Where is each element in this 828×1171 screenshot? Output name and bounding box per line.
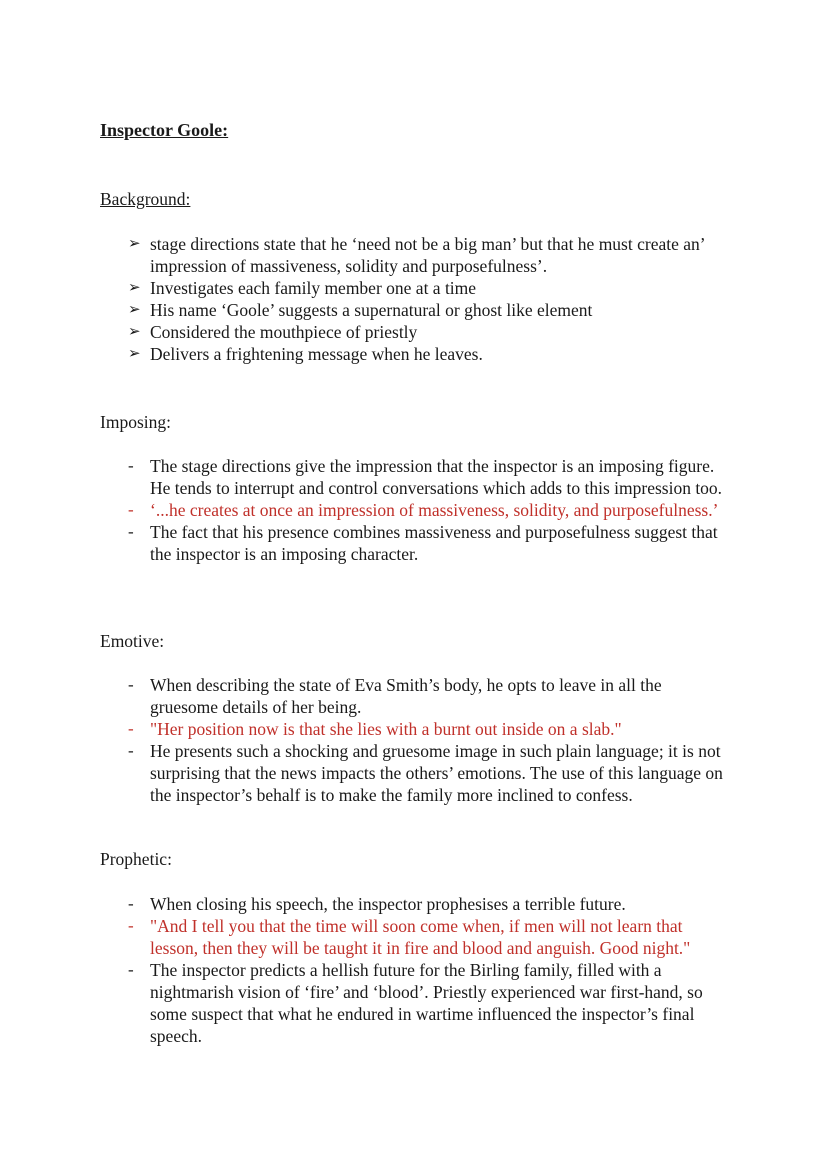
dash-bullet-icon: -	[128, 719, 134, 738]
dash-bullet-icon: -	[128, 522, 134, 541]
arrow-bullet-icon: ➢	[128, 302, 141, 318]
dash-bullet-icon: -	[128, 894, 134, 913]
quote-item: - "And I tell you that the time will soon come when, if men will not learn that lesson, then they will be taught it in fire and blood and anguish. Good night."	[128, 916, 691, 958]
section-heading-background: Background:	[100, 189, 191, 209]
section-heading-imposing: Imposing:	[100, 412, 171, 432]
list-item: ➢ His name ‘Goole’ suggests a supernatural or ghost like element	[128, 300, 593, 320]
list-item: - When describing the state of Eva Smith’s body, he opts to leave in all the gruesome details of her being.	[128, 675, 662, 717]
page-title: Inspector Goole:	[100, 120, 229, 140]
dash-bullet-icon: -	[128, 741, 134, 760]
dash-bullet-icon: -	[128, 960, 134, 979]
dash-bullet-icon: -	[128, 456, 134, 475]
list-item: - The fact that his presence combines massiveness and purposefulness suggest that the inspector is an imposing character.	[128, 522, 718, 564]
prophetic-list	[128, 893, 728, 1047]
imposing-list	[128, 455, 728, 565]
quote-item: - ‘...he creates at once an impression of massiveness, solidity, and purposefulness.’	[128, 500, 719, 520]
arrow-bullet-icon: ➢	[128, 346, 141, 362]
list-item: - The stage directions give the impression that the inspector is an imposing figure. He tends to interrupt and control conversations which adds to this impression too.	[128, 456, 723, 498]
dash-bullet-icon: -	[128, 500, 134, 519]
arrow-bullet-icon: ➢	[128, 324, 141, 340]
list-item: ➢ Delivers a frightening message when he leaves.	[128, 344, 483, 364]
arrow-bullet-icon: ➢	[128, 280, 141, 296]
list-item: ➢ Considered the mouthpiece of priestly	[128, 322, 418, 342]
quote-item: - "Her position now is that she lies with a burnt out inside on a slab."	[128, 719, 622, 739]
emotive-list	[128, 674, 728, 806]
list-item: - The inspector predicts a hellish future for the Birling family, filled with a nightmarish vision of ‘fire’ and ‘blood’. Priestly experienced war first-hand, so some suspect that what he endured in wartime influenced the inspector’s final speech.	[128, 960, 703, 1046]
arrow-bullet-icon: ➢	[128, 236, 141, 252]
background-list	[128, 233, 728, 365]
list-item: ➢ stage directions state that he ‘need not be a big man’ but that he must create an’ impression of massiveness, solidity and purposefulness’.	[128, 234, 705, 276]
section-heading-prophetic: Prophetic:	[100, 849, 172, 869]
list-item: ➢ Investigates each family member one at a time	[128, 278, 477, 298]
dash-bullet-icon: -	[128, 675, 134, 694]
list-item: - He presents such a shocking and gruesome image in such plain language; it is not surprising that the news impacts the others’ emotions. The use of this language on the inspector’s behalf is to make the family more inclined to confess.	[128, 741, 723, 805]
dash-bullet-icon: -	[128, 916, 134, 935]
section-heading-emotive: Emotive:	[100, 631, 165, 651]
list-item: - When closing his speech, the inspector prophesises a terrible future.	[128, 894, 626, 914]
